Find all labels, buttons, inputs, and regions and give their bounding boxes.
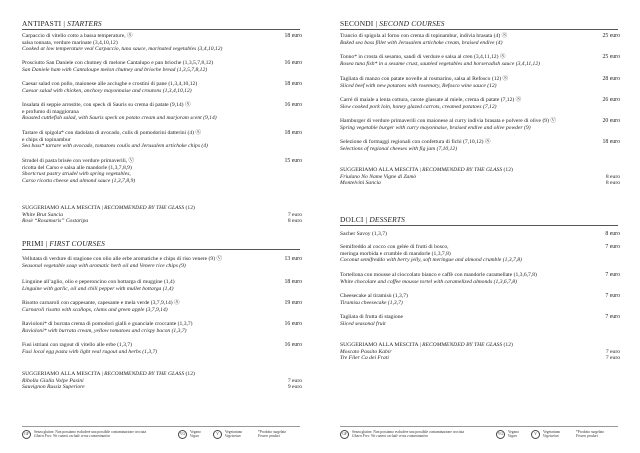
menu-item: Tagliata di manzo con patate novelle al rosmarino, salsa al Refosco (12) Ⓢ Sliced beef with new potatoes with rosemary, Refosco wine sauce (12) 28 euro — [340, 76, 620, 89]
item-price: 16 euro — [284, 102, 302, 108]
menu-item: Tortellona con mousse al cioccolato bianco e caffè con mandorle caramellate (1,3,6,7,8) White chocolate and coffee mousse tortel with caramelized almonds (1,3,6,7,8) 7 euro — [340, 272, 620, 285]
gluten-free-icon: GF — [340, 430, 349, 439]
menu-item: Tartare di spigola* con dadolata di avocado, culis di pomodorini datterini (4) Ⓢ e chips di topinambur Sea bass* tartare with avocado, tomatoes coulis and Jerusalem artichoke chips (4) 18 euro — [22, 130, 302, 149]
menu-item: Selezione di formaggi regionali con confettura di fichi (7,10,12) Ⓢ Selections of regional cheeses with fig jam (7,10,12) 18 euro — [340, 139, 620, 152]
legend-gluten-free-right: GF Senza glutine. Non possiamo escludere una possibile contaminazione crociata Gluten Free. We cannot exclude cross contamination — [340, 430, 478, 439]
secondi-divider — [340, 29, 618, 30]
item-price: 16 euro — [284, 321, 302, 327]
wine-price: 7 euro — [605, 348, 620, 355]
menu-item: Carpaccio di vitello cotto a bassa temperature, Ⓢ salsa tonnata, verdure marinate (3,4,10,12) Cooked at low temperature veal Carpaccio, tuna sauce, marinated vegetables (3,4,10,12) 18 euro — [22, 33, 302, 52]
wine-price: 8 euro — [605, 173, 620, 180]
menu-item: Tonno* in crosta di sesamo, sandì di verdure e salsa al cren (3,4,11,12) Ⓢ Rosea tuna fish* in a sesame crust, sautéed vegetables and horseradish sauce (3,4,11,12) 25 euro — [340, 54, 620, 67]
legend-vegetarian-right: V Vegetariano Vegetarian — [531, 430, 560, 439]
legend-vegetarian: V Vegetariano Vegetarian — [213, 430, 242, 439]
menu-item: Semifreddo al cocco con gelée di frutti di bosco, meringa morbida e crumble di mandorle (1,3,7,8) Coconut semifreddo with berry jelly, soft meringue and almond crumble (1,3,7,8) 7 euro — [340, 244, 620, 263]
menu-item: Ravioloni* di burrata crema di pomodori gialli e guanciale croccante (1,3,7) Ravioloni* with burrata cream, yellow tomatoes and crispy bacon (1,3,7) 16 euro — [22, 321, 302, 334]
item-price: 15 euro — [284, 158, 302, 164]
menu-item: Trancio di spigola al forno con crema di topinambur, indivia brasata (4) Ⓢ Baked sea bass fillet with Jerusalem artichoke cream, braised endive (4) 25 euro — [340, 33, 620, 46]
dolci-divider — [340, 225, 618, 226]
item-price: 25 euro — [602, 33, 620, 39]
wine-suggestion: SUGGERIAMO ALLA MESCITA | RECOMMENDED BY THE GLASS (12) Moscato Passito Kabir 7 euro Tre Filer Ca dei Frati 7 euro — [340, 342, 620, 361]
wine-suggestion: SUGGERIAMO ALLA MESCITA | RECOMMENDED BY THE GLASS (12) Friulano No Name Vigne di Zamò 8 euro Montelvini Sancia 8 euro — [340, 167, 620, 186]
item-price: 16 euro — [284, 342, 302, 348]
primi-title: PRIMI | FIRST COURSES — [22, 239, 105, 248]
item-price: 18 euro — [602, 139, 620, 145]
menu-item: Linguine all’aglio, olio e peperoncino con bottarga di muggine (1,4) Linguine with garlic, oil and chili pepper with mullet bottarga (1,4) 18 euro — [22, 279, 302, 292]
menu-item: Insalata di seppie arrostite, con speck di Sauris su crema di patate (9,14) Ⓢ e profumo di maggiorana Roasted cuttlefish salad, with Sauris speck on potato cream and marjoram scent (9,14) 16 euro — [22, 102, 302, 121]
secondi-title: SECONDI | SECOND COURSES — [340, 19, 445, 28]
wine-price: 7 euro — [287, 377, 302, 384]
item-price: 20 euro — [602, 118, 620, 124]
menu-item: Tagliata di frutta di stagione Sliced seasonal fruit 7 euro — [340, 314, 620, 327]
item-price: 18 euro — [284, 279, 302, 285]
wine-price: 8 euro — [287, 218, 302, 224]
legend-gluten-free: GF Senza glutine. Non possiamo escludere una possibile contaminazione crociata Gluten Free. We cannot exclude cross contamination — [22, 430, 160, 439]
menu-item: Risotto carnaroli con cappesante, capesante e mela verde (3,7,9,14) Ⓢ Carnaroli risotto with scallops, clams and green apple (3,7,9,14) 19 euro — [22, 300, 302, 313]
menu-item: Caesar salad con pollo, maionese alle acciughe e crostini di pane (1,3,4,10,12) Caesar salad with chicken, anchovy mayonnaise and croutons (1,3,4,10,12) 18 euro — [22, 81, 302, 94]
gluten-free-icon: GF — [22, 430, 31, 439]
vegetarian-icon: V — [531, 430, 540, 439]
wine-suggestion: SUGGERIAMO ALLA MESCITA | RECOMMENDED BY THE GLASS (12) White Brut Sancia 7 euro Rosè “Rosamaris” Costaripa 8 euro — [22, 205, 302, 224]
item-price: 18 euro — [284, 130, 302, 136]
item-price: 25 euro — [602, 54, 620, 60]
primi-divider — [22, 249, 300, 250]
item-price: 7 euro — [605, 314, 620, 320]
wine-price: 9 euro — [287, 384, 302, 390]
wine-suggestion: SUGGERIAMO ALLA MESCITA | RECOMMENDED BY THE GLASS (12) Ribolla Gialla Volpe Pasini 7 euro Sauvignon Russiz Superiore 9 euro — [22, 371, 302, 390]
footer-divider-left — [22, 426, 300, 427]
vegan-icon: VG — [496, 430, 505, 439]
menu-item: Carré di maiale a lenta cottura, carote glassate al miele, crema di patate (7,12) Ⓢ Slow cooked pork loin, honey glazed carrots, creamed potatoes (7,12) 26 euro — [340, 97, 620, 110]
menu-item: Strudel di pasta brisée con verdure primaverili, Ⓥ ricotta del Carso e salsa alle mandorle (1,3,7,8,9) Shortcrust pastry strudel with spring vegetables, Carso ricotta cheese and almond sauce (1,3,7,8,9) 15 euro — [22, 158, 302, 184]
item-price: 7 euro — [605, 293, 620, 299]
vegan-icon: VG — [178, 430, 187, 439]
legend-frozen-right: *Prodotto surgelato Frozen product — [576, 430, 605, 439]
item-price: 16 euro — [284, 60, 302, 66]
wine-price: 7 euro — [287, 211, 302, 218]
item-price: 18 euro — [284, 81, 302, 87]
wine-price: 7 euro — [605, 355, 620, 361]
dolci-title: DOLCI | DESSERTS — [340, 215, 406, 224]
item-price: 8 euro — [605, 231, 620, 237]
menu-item: Cheesecake al tiramisù (1,3,7) Tiramisu cheesecake (1,3,7) 7 euro — [340, 293, 620, 306]
footer-divider-right — [340, 426, 618, 427]
menu-item: Hamburger di verdure primaverili con maionese al curry indivia brasata e polvere di olive (9) Ⓥ Spring vegetable burger with curry mayonnaise, braised endive and olive powder (9) 20 euro — [340, 118, 620, 131]
item-price: 13 euro — [284, 256, 302, 262]
starters-divider — [22, 29, 300, 30]
wine-price: 8 euro — [605, 180, 620, 186]
item-price: 28 euro — [602, 76, 620, 82]
legend-vegan: VG Vegano Vegan — [179, 430, 201, 439]
menu-item: Prosciutto San Daniele con chutney di melone Cantalupo e pan brioche (1,3,5,7,8,12) San Daniele ham with Cantaloupe melon chutney and brioche bread (1,3,5,7,8,12) 16 euro — [22, 60, 302, 73]
item-price: 19 euro — [284, 300, 302, 306]
legend-frozen: *Prodotto surgelato Frozen product — [258, 430, 287, 439]
item-price: 7 euro — [605, 244, 620, 250]
menu-item: Vellutata di verdure di stagione con olio alle erbe aromatiche e chips di riso venere (9) Ⓥ Seasonal vegetable soup with aromatic herb oil and Venere rice chips (9) 13 euro — [22, 256, 302, 269]
item-price: 18 euro — [284, 33, 302, 39]
menu-item: Sacher Savoy (1,3,7) 8 euro — [340, 231, 620, 237]
legend-vegan-right: VG Vegano Vegan — [497, 430, 519, 439]
menu-item: Fusi istriani con ragout di vitello alle erbe (1,3,7) Fusi local egg pasta with light veal ragout and herbs (1,3,7) 16 euro — [22, 342, 302, 355]
vegetarian-icon: V — [213, 430, 222, 439]
starters-title: ANTIPASTI | STARTERS — [22, 19, 102, 28]
item-price: 7 euro — [605, 272, 620, 278]
item-price: 26 euro — [602, 97, 620, 103]
